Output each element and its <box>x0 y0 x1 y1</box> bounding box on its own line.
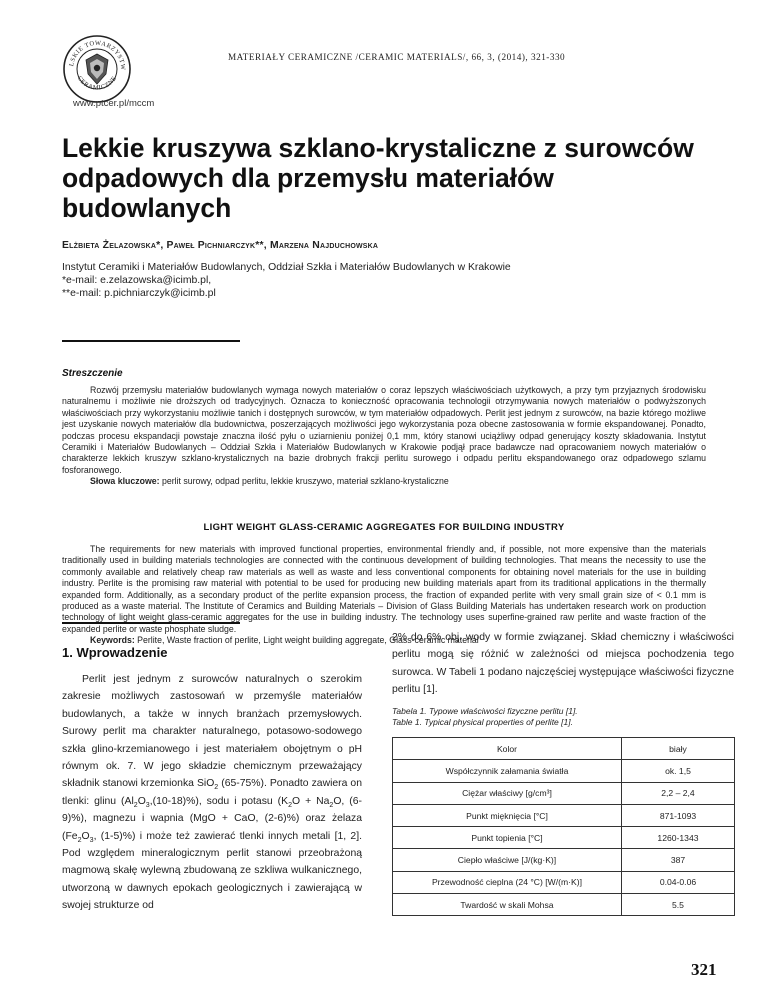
properties-table <box>392 737 735 916</box>
table-row <box>393 760 735 782</box>
title-line-2: odpadowych dla przemysłu materiałów <box>62 163 554 193</box>
society-logo <box>62 34 132 104</box>
journal-citation: MATERIAŁY CERAMICZNE /CERAMIC MATERIALS/, 66, 3, (2014), 321-330 <box>228 52 566 62</box>
table-row <box>393 894 735 916</box>
property-cell: Punkt mięknięcia [°C] <box>393 804 622 826</box>
keywords-pl <box>62 476 706 487</box>
title-line-3: budowlanych <box>62 193 232 223</box>
value-cell: 871-1093 <box>621 804 734 826</box>
table-caption <box>392 706 578 727</box>
property-cell: Kolor <box>393 738 622 760</box>
table-caption-en: Table 1. Typical physical properties of perlite [1]. <box>392 716 573 727</box>
affiliation: Instytut Ceramiki i Materiałów Budowlanych, Oddział Szkła i Materiałów Budowlanych w Krakowie <box>62 262 511 273</box>
value-cell: ok. 1,5 <box>621 760 734 782</box>
table-row <box>393 804 735 826</box>
page-number: 321 <box>691 960 717 979</box>
table-caption-pl: Tabela 1. Typowe właściwości fizyczne perlitu [1]. <box>392 706 578 716</box>
affiliation-block <box>62 262 722 300</box>
title-line-1: Lekkie kruszywa szklano-krystaliczne z surowców <box>62 133 694 163</box>
article-title <box>62 133 712 223</box>
section-heading: 1. Wprowadzenie <box>62 645 168 660</box>
logo-text-bottom: CERAMICZNE <box>75 74 119 92</box>
abstract-pl-heading: Streszczenie <box>62 368 123 379</box>
value-cell: 387 <box>621 849 734 871</box>
keywords-en-label: Keywords: <box>90 635 135 646</box>
logo-text-top: LSKIE TOWARZYSTW <box>68 39 127 71</box>
keywords-pl-values: perlit surowy, odpad perlitu, lekkie kruszywo, materiał szklano-krystaliczne <box>161 476 449 487</box>
section-paragraph-right: 2% do 6% obj. wody w formie związanej. Skład chemiczny i właściwości perlitu mogą się różnić w zależności od miejsca pochodzenia tego surowca. W Tabeli 1 podano najczęściej występujące właściwości fizyczne perlitu [1]. <box>392 632 734 696</box>
divider <box>62 622 240 624</box>
table-row <box>393 738 735 760</box>
email-2[interactable]: **e-mail: p.pichniarczyk@icimb.pl <box>62 287 216 299</box>
value-cell: 5.5 <box>621 894 734 916</box>
table-row <box>393 782 735 804</box>
authors: Elżbieta Żelazowska*, Paweł Pichniarczyk**, Marzena Najduchowska <box>62 240 379 251</box>
section-paragraph-left: Perlit jest jednym z surowców naturalnych o szerokim zakresie możliwych zastosowań w przemyśle materiałów budowlanych, a także w innych branżach przemysłowych. Surowy perlit ma charakter naturalnego, potasowo-sodowego szkła glino-krzemianowego i jest materiałem obojętnym o pH równym ok. 7. W jego składzie chemicznym przeważający składnik stanowi krzemionka SiO$_2$ (65-75%). Ponadto zawiera on tlenki: glinu $(Al_2O_3,(10-18)\%)$, sodu i potasu ($K_2O + Na_2O$, (6-9)%), magnezu i wapnia (MgO + CaO, (2-6)%) oraz żelaza ($Fe_2O_3$, (1-5)%) i może też zawierać tlenki innych metali [1, 2]. Pod względem mineralogicznym perlit stanowi przeobrażoną magmową skałę wylewną zbudowaną ze szkliwa wulkanicznego, utworzoną w dawnych epokach geologicznych i zawierającą w swojej strukturze od <box>62 674 362 912</box>
abstract-pl-text: Rozwój przemysłu materiałów budowlanych wymaga nowych materiałów o coraz lepszych właściwościach użytkowych, a przy tym przyjaznych środowisku naturalnemu i możliwie nie droższych od tradycyjnych. Oznacza to konieczność opracowania technologii otrzymywania nowych materiałów o podwyższonych właściwościach przy wykorzystaniu możliwie tanich i dostępnych surowców, w tym materiałów odpadowych. Perlit jest jednym z surowców, na bazie którego możliwe jest uzyskanie nowych materiałów dla budownictwa, poszerzających możliwości jego wykorzystania poza obecne zastosowania w formie ekspandowanej. Ponadto, podczas procesu ekspandacji powstaje znaczna ilość pyłu o uziarnieniu poniżej 0,1 mm, który stanowi uciążliwy odpad generujący koszty składowania. Instytut Ceramiki i Materiałów Budowlanych – Oddział Szkła i Materiałów Budowlanych w Krakowie podjął prace badawcze nad opracowaniem nowych materiałów o charakterze lekkich kruszyw szklano-krystalicznych na bazie drobnych frakcji perlitu surowego i odpadu perlitu ekspandowanego oraz odpadowego szlamu fosforanowego. <box>62 385 706 475</box>
property-cell: Przewodność cieplna (24 °C) [W/(m·K)] <box>393 871 622 893</box>
journal-url[interactable]: www.ptcer.pl/mccm <box>73 98 155 109</box>
value-cell: 2,2 – 2,4 <box>621 782 734 804</box>
abstract-en-text: The requirements for new materials with improved functional properties, environmental friendly and, if possible, not more expensive than the materials traditionally used in building materials technologies are connected with the continuous development of building technologies. That means the necessity to use the commonly available and relatively cheap raw materials as well as waste and less conventional components for obtaining novel materials for the use in building industry. Perlite is the promising raw material with potential to be used for producing new building materials apart from its traditional applications in the thermally expanded form. Additionally, as a secondary product of the perlite expansion process, the fraction of expanded perlite with very small grain size of < 0.1 mm is produced as a waste material. The Institute of Ceramics and Building Materials – Division of Glass Building Materials has undertaken research work on production technology of light weight glass-ceramic aggregates for the use in building industry. The technology uses superfine-grained raw perlite and waste fraction of the expanded perlite or waste phosphate sludge. <box>62 544 706 634</box>
table-row <box>393 827 735 849</box>
table-row <box>393 849 735 871</box>
property-cell: Twardość w skali Mohsa <box>393 894 622 916</box>
table-row <box>393 871 735 893</box>
property-cell: Ciężar właściwy [g/cm³] <box>393 782 622 804</box>
email-1[interactable]: *e-mail: e.zelazowska@icimb.pl, <box>62 274 212 286</box>
property-cell: Ciepło właściwe [J/(kg·K)] <box>393 849 622 871</box>
abstract-en-title: LIGHT WEIGHT GLASS-CERAMIC AGGREGATES FOR BUILDING INDUSTRY <box>203 522 565 533</box>
divider <box>62 340 240 342</box>
value-cell: 0.04-0.06 <box>621 871 734 893</box>
property-cell: Współczynnik załamania światła <box>393 760 622 782</box>
abstract-pl <box>62 385 706 488</box>
keywords-en-values: Perlite, Waste fraction of perlite, Light weight building aggregate, Glass-ceramic material <box>137 635 479 646</box>
society-seal-icon <box>62 34 132 104</box>
property-cell: Punkt topienia [°C] <box>393 827 622 849</box>
value-cell: 1260-1343 <box>621 827 734 849</box>
keywords-pl-label: Słowa kluczowe: <box>90 476 160 487</box>
value-cell: biały <box>621 738 734 760</box>
